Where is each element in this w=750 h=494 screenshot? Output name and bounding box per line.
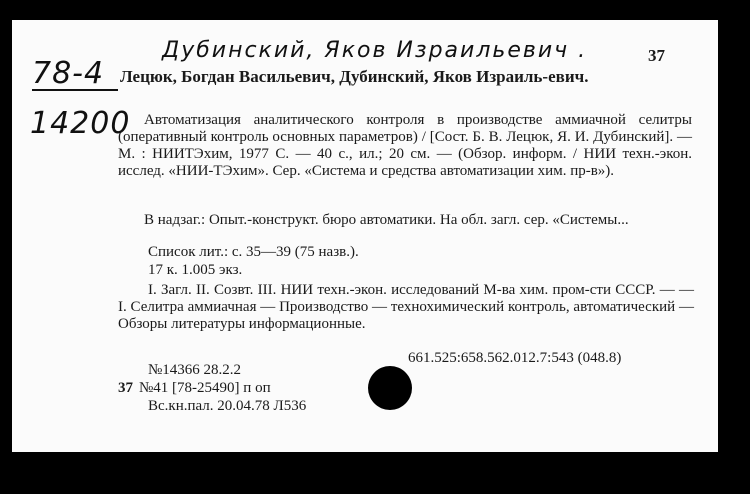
bibliography-note: Список лит.: с. 35—39 (75 назв.). [148,244,359,260]
chamber-date: Вс.кн.пал. 20.04.78 Л536 [148,398,307,414]
price-copies: 17 к. 1.005 экз. [148,262,243,278]
punch-hole [368,366,412,410]
udc-code: 661.525:658.562.012.7:543 (048.8) [408,350,622,366]
order-number: №41 [78-25490] п оп [139,380,271,396]
handwritten-number-bottom: 14200 [30,106,131,141]
title-description: Автоматизация аналитического контроля в производстве аммиачной селитры (оперативный контроль основных параметров) / [Сост. Б. В. Лецюк, Я. И. Дубинский]. — М. : НИИТЭхим, 1977 С. — 40 с., ил.; 20 см. — (Обзор. информ. / НИИ техн.-экон. исслед. «НИИ-ТЭхим». Сер. «Система и средства автоматизации хим. пр-в»). [118,112,692,179]
handwritten-author-name: Дубинский, Яков Израильевич . [162,38,588,63]
handwritten-number-top-text: 78-4 [32,56,105,91]
card-number: 37 [648,46,665,65]
handwritten-number-top [32,56,118,91]
catalog-card [12,20,718,452]
publication-note: В надзаг.: Опыт.-конструкт. бюро автоматики. На обл. загл. сер. «Системы... [144,212,629,228]
registration-number: №14366 28.2.2 [148,362,242,378]
order-line [118,380,271,397]
subject-headings: I. Загл. II. Созвт. III. НИИ техн.-экон. исследований М-ва хим. пром-сти СССР. — — I. Селитра аммиачная — Производство — технохимический контроль, автоматический — Обзоры литературы информационные. [118,282,694,332]
author-heading: Лецюк, Богдан Васильевич, Дубинский, Яков Израиль-евич. [120,67,589,86]
order-lead-number: 37 [118,380,133,396]
